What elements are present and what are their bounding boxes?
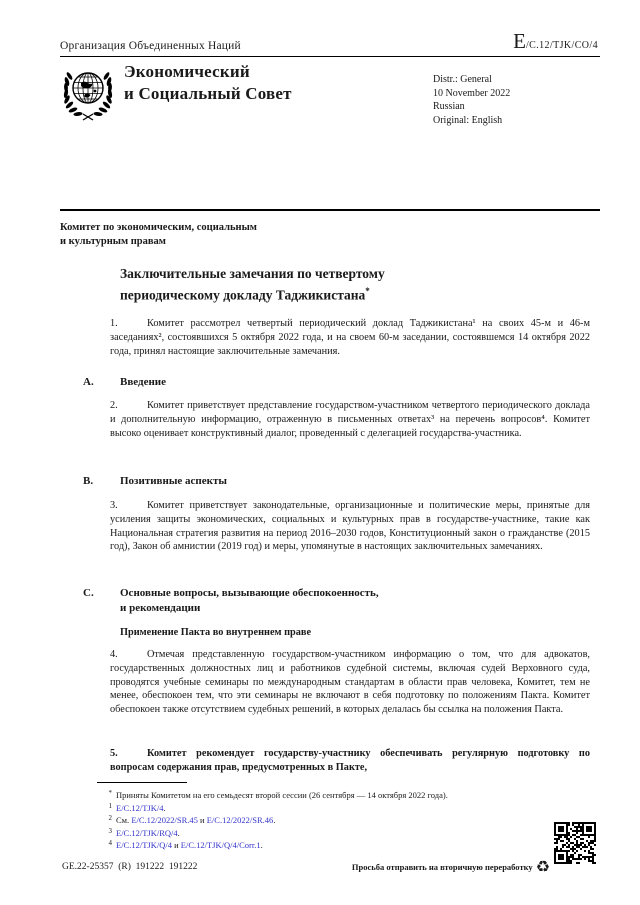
paragraph-number: 4.: [110, 649, 118, 660]
un-emblem-icon: [60, 64, 116, 122]
document-link[interactable]: E/C.12/TJK/Q/4/Corr.1: [180, 840, 261, 851]
section-letter: A.: [83, 376, 94, 388]
section-label: Введение: [120, 376, 167, 388]
footnote-text: Приняты Комитетом на его семьдесят второй сессии (26 сентября — 14 октября 2022 года).: [116, 790, 448, 800]
paragraph-number: 1.: [110, 318, 118, 329]
qr-code: [554, 822, 596, 864]
distr-line: Distr.: General: [433, 74, 492, 85]
paragraph-3: [110, 499, 590, 554]
footnote: [95, 788, 591, 801]
section-heading-b: [83, 474, 540, 489]
footnote-separator: [97, 782, 187, 783]
paragraph-text: Комитет приветствует законодательные, организационные и политические меры, принятые для усиления защиты экономических, социальных и культурных прав в государстве-участнике, такие как Национальная стратегия развития на период 2016–2030 годов, Конституционный закон о гражданстве (2015 год), Закон об амнистии (2019 год) и меры, упомянутые в настоящих заключительных замечаниях.: [110, 500, 590, 553]
document-symbol-rest: /C.12/TJK/CO/4: [526, 40, 598, 51]
committee-name-line2: и культурным правам: [60, 235, 166, 247]
section-label: Основные вопросы, вызывающие обеспокоенность, и рекомендации: [120, 587, 379, 614]
paragraph-number: 3.: [110, 500, 118, 511]
footnote-text: .: [177, 827, 180, 838]
footnote-text: См.: [116, 815, 132, 826]
section-letter: C.: [83, 587, 94, 599]
council-title: [124, 61, 292, 105]
footnote-text: .: [260, 840, 263, 851]
page-title-line2: периодическому докладу Таджикистана*: [120, 285, 370, 302]
footnote: [95, 801, 591, 814]
footnotes: [95, 788, 591, 851]
distr-line: Original: English: [433, 114, 503, 126]
page-title: [120, 265, 480, 304]
paragraph-5-recommendation: [110, 747, 590, 775]
recycle-text: Просьба отправить на вторичную переработку: [351, 862, 533, 872]
footnote-text: .: [273, 815, 276, 826]
paragraph-1: [110, 317, 590, 358]
org-name: Организация Объединенных Наций: [60, 40, 241, 52]
ge-reference-number: GE.22-25357 (R) 191222 191222: [62, 862, 198, 872]
paragraph-number: 5.: [110, 748, 118, 759]
page-title-line1: Заключительные замечания по четвертому: [120, 266, 385, 281]
section-heading-a: [83, 375, 540, 390]
document-link[interactable]: E/C.12/2022/SR.45: [131, 815, 198, 826]
committee-name: [60, 221, 257, 248]
paragraph-number: 2.: [110, 400, 118, 411]
recycle-icon: ♻: [535, 857, 550, 876]
footnote-marker: 4: [108, 839, 112, 848]
section-heading-c: [83, 586, 540, 615]
footnote-text: и: [171, 840, 181, 851]
council-title-line2: и Социальный Совет: [124, 84, 292, 103]
document-link[interactable]: E/C.12/TJK/4: [116, 802, 164, 813]
document-link[interactable]: E/C.12/TJK/Q/4: [116, 840, 172, 851]
footnote: [95, 826, 591, 839]
committee-name-line1: Комитет по экономическим, социальным: [60, 222, 257, 233]
footnote-marker: 3: [108, 826, 112, 835]
section-letter: B.: [83, 475, 94, 487]
distr-line: Russian: [433, 101, 465, 112]
recycle-notice: [300, 856, 550, 878]
document-link[interactable]: E/C.12/TJK/RQ/4: [116, 827, 178, 838]
subject-subheading: Применение Пакта во внутреннем праве: [120, 627, 312, 638]
footnote-text: и: [197, 815, 207, 826]
paragraph-2: [110, 399, 590, 440]
footnote: [95, 838, 591, 851]
paragraph-text: Отмечая представленную государством-участником информацию о том, что для адвокатов, государственных должностных лиц и работников судебной системы, включая судей Верховного суда, проводятся учебные семинары по международным стандартам в области прав человека, Комитет, тем не менее, обеспокоен тем, что эти семинары не включают в себя подготовку по положениям Пакта. Комитет обеспокоен также отсутствием судебных решений, в которых делалась бы ссылка на положения Пакта.: [110, 649, 590, 716]
section-label: Позитивные аспекты: [120, 475, 227, 487]
footnote-marker: 1: [108, 801, 112, 810]
document-symbol: [513, 31, 598, 53]
distribution-info: [433, 73, 510, 127]
paragraph-4: [110, 648, 590, 717]
document-link[interactable]: E/C.12/2022/SR.46: [206, 815, 274, 826]
footnote-text: .: [163, 802, 166, 813]
header-thick-rule: [60, 209, 600, 211]
paragraph-text: Комитет приветствует представление государством-участником четвертого периодического доклада и дополнительную информацию, отраженную в письменных ответах³ на перечень вопросов⁴. Комитет высоко оценивает конструктивный диалог, проведенный с делегацией государства-участника.: [110, 400, 590, 439]
distr-line: 10 November 2022: [433, 87, 511, 99]
title-footnote-marker: *: [365, 285, 370, 296]
council-title-line1: Экономический: [124, 62, 250, 81]
footnote: [95, 813, 591, 826]
header-rule: [60, 56, 600, 57]
footnote-marker: *: [108, 789, 112, 797]
paragraph-text: Комитет рекомендует государству-участнику обеспечивать регулярную подготовку по вопросам содержания прав, предусмотренных в Пакте,: [110, 748, 590, 773]
paragraph-text: Комитет рассмотрел четвертый периодический доклад Таджикистана¹ на своих 45-м и 46-м заседаниях², состоявшихся 5 октября 2022 года, и на своем 60-м заседании, состоявшемся 14 октября 2022 года, принял настоящие заключительные замечания.: [110, 318, 590, 357]
document-symbol-initial: E: [513, 29, 526, 53]
footnote-marker: 2: [108, 814, 112, 823]
